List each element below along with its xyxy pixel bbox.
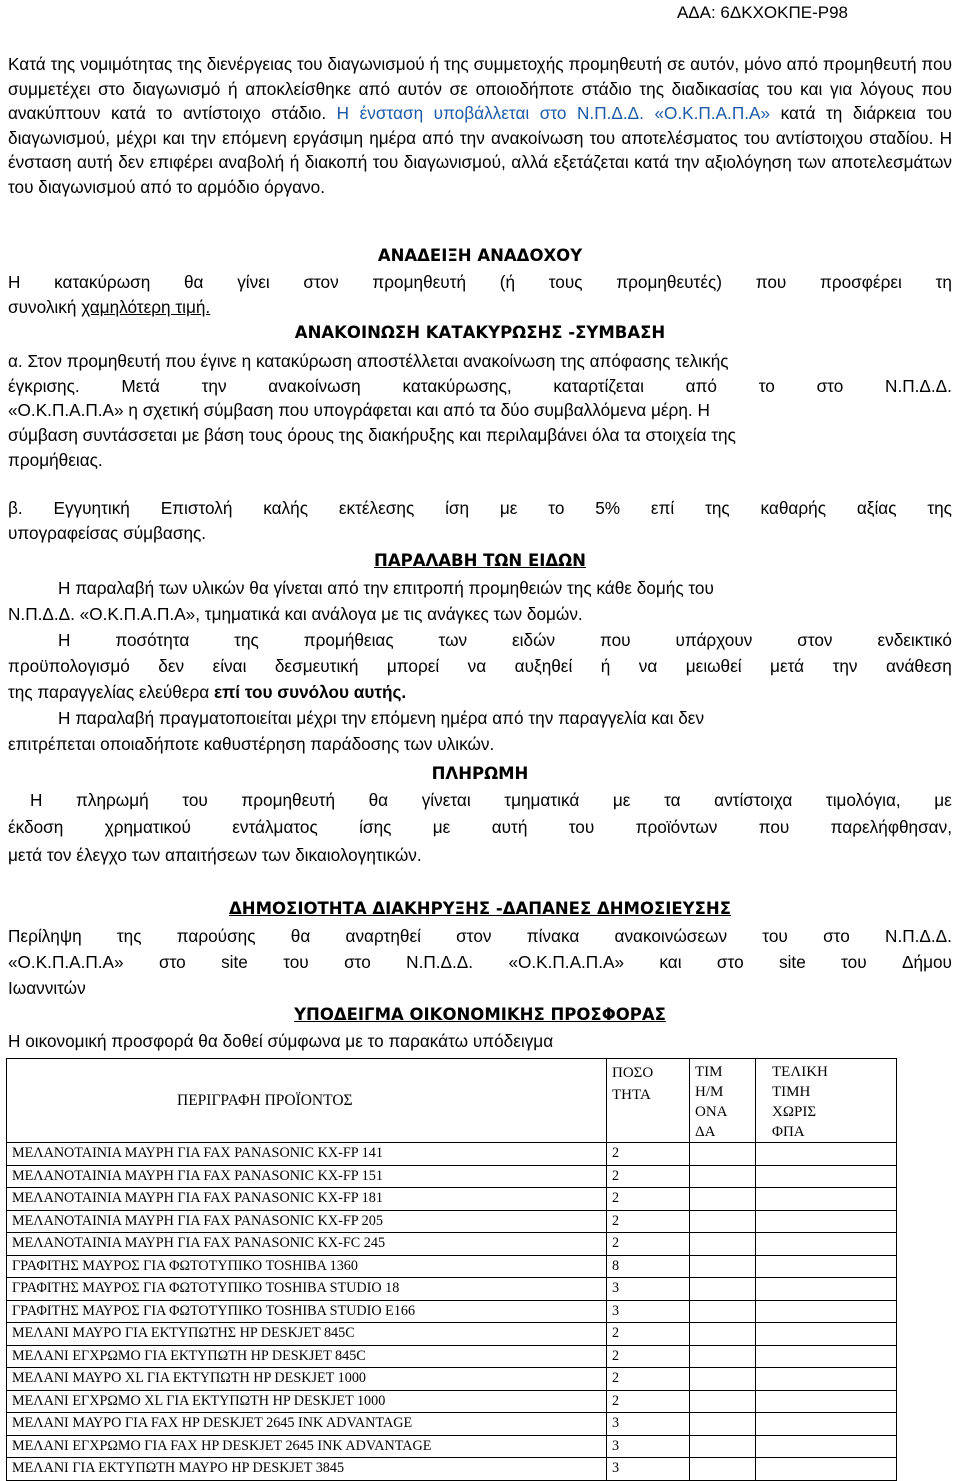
receipt-p2-line-1 xyxy=(58,630,952,651)
word: μειωθεί xyxy=(685,656,742,676)
notice-a-line-5: προμήθειας. xyxy=(8,450,103,470)
word: της xyxy=(705,498,730,518)
table-row xyxy=(7,1255,897,1278)
row-unit-price xyxy=(690,1390,756,1413)
word: Η xyxy=(30,790,43,810)
header-unit-price-line: Η/Μ xyxy=(695,1084,724,1100)
word: μετά xyxy=(770,656,805,676)
row-total xyxy=(756,1323,897,1346)
word: «Ο.Κ.Π.Α.Π.Α» xyxy=(508,952,625,972)
notice-a-line-4: σύμβαση συντάσσεται με βάση τους όρους της διακήρυξης και περιλαμβάνει όλα τα στοιχεία της xyxy=(8,425,736,445)
header-unit-price xyxy=(690,1059,756,1143)
word: Περίληψη xyxy=(8,926,82,946)
row-quantity: 2 xyxy=(607,1390,690,1413)
word: site xyxy=(221,952,248,972)
table-header-row xyxy=(7,1059,897,1143)
word: της xyxy=(927,498,952,518)
header-unit-price-line: ΟΝΑ xyxy=(695,1104,728,1120)
word: ποσότητα xyxy=(115,630,190,650)
row-description: ΜΕΛΑΝΟΤΑΙΝΙΑ ΜΑΥΡΗ ΓΙΑ FAX PANASONIC KX-FC 245 xyxy=(7,1233,607,1256)
table-row xyxy=(7,1435,897,1458)
word: κατακύρωσης, xyxy=(402,376,512,396)
objection-paragraph xyxy=(8,52,952,199)
word: Επιστολή xyxy=(160,498,233,518)
row-total xyxy=(756,1143,897,1166)
word: εντάλματος xyxy=(232,817,318,837)
word: Μετά xyxy=(121,376,160,396)
word: του xyxy=(182,790,208,810)
receipt-p3-line-1: Η παραλαβή πραγματοποιείται μέχρι την επόμενη ημέρα από την παραγγελία και δεν xyxy=(58,708,705,728)
row-description: ΜΕΛΑΝΙ ΕΓΧΡΩΜΟ XL ΓΙΑ ΕΚΤΥΠΩΤΗ HP DESKJET 1000 xyxy=(7,1390,607,1413)
word: στο xyxy=(344,952,371,972)
row-quantity: 2 xyxy=(607,1345,690,1368)
notice-b-line-2: υπογραφείσας σύμβασης. xyxy=(8,523,207,543)
word: ίσης xyxy=(359,817,392,837)
word: που xyxy=(758,817,790,837)
offer-table xyxy=(6,1058,897,1481)
word: θα xyxy=(184,272,204,292)
word: πληρωμή xyxy=(76,790,149,810)
table-row xyxy=(7,1188,897,1211)
word: β. xyxy=(8,498,23,518)
row-description: ΜΕΛΑΝΙ ΓΙΑ ΕΚΤΥΠΩΤΗ ΜΑΥΡΟ HP DESKJET 3845 xyxy=(7,1458,607,1481)
table-row xyxy=(7,1413,897,1436)
header-total xyxy=(756,1059,897,1143)
receipt-p1-line-1: Η παραλαβή των υλικών θα γίνεται από την επιτροπή προμηθειών της κάθε δομής του xyxy=(58,578,714,598)
row-quantity: 2 xyxy=(607,1323,690,1346)
row-total xyxy=(756,1435,897,1458)
receipt-p2-line-3-text: της παραγγελίας ελεύθερα xyxy=(8,682,214,702)
row-unit-price xyxy=(690,1233,756,1256)
word: την xyxy=(201,376,227,396)
word: του xyxy=(762,926,788,946)
document-code: ΑΔΑ: 6ΔΚΧΟΚΠΕ-Ρ98 xyxy=(676,3,848,22)
payment-line-1 xyxy=(30,790,952,811)
payment-heading: ΠΛΗΡΩΜΗ xyxy=(431,764,529,783)
word: τους xyxy=(548,272,583,292)
word: την xyxy=(832,656,858,676)
word: με xyxy=(934,790,952,810)
receipt-p2-line-2 xyxy=(8,656,952,677)
word: στο xyxy=(823,926,850,946)
table-row xyxy=(7,1345,897,1368)
word: εκτέλεσης xyxy=(338,498,415,518)
table-row xyxy=(7,1390,897,1413)
row-unit-price xyxy=(690,1300,756,1323)
table-row xyxy=(7,1233,897,1256)
word: στον xyxy=(303,272,339,292)
word: του xyxy=(568,817,595,837)
word: ανακοινώσεων xyxy=(614,926,728,946)
receipt-heading: ΠΑΡΑΛΑΒΗ ΤΩΝ ΕΙΔΩΝ xyxy=(374,551,586,570)
word: Ν.Π.Δ.Δ. xyxy=(406,952,474,972)
row-unit-price xyxy=(690,1143,756,1166)
row-description: ΜΕΛΑΝΟΤΑΙΝΙΑ ΜΑΥΡΗ ΓΙΑ FAX PANASONIC KX-FP 205 xyxy=(7,1210,607,1233)
row-total xyxy=(756,1345,897,1368)
word: καθαρής xyxy=(760,498,826,518)
table-body xyxy=(7,1143,897,1481)
header-description: ΠΕΡΙΓΡΑΦΗ ΠΡΟΪΟΝΤΟΣ xyxy=(7,1059,607,1143)
word: 5% xyxy=(595,498,621,518)
word: Η xyxy=(8,272,21,292)
word: αυξηθεί xyxy=(514,656,573,676)
word: προϊόντων xyxy=(635,817,718,837)
word: προμηθευτή xyxy=(372,272,467,292)
row-quantity: 2 xyxy=(607,1143,690,1166)
header-quantity-line: ΠΟΣΟ xyxy=(612,1065,654,1081)
award-heading: ΑΝΑΔΕΙΞΗ ΑΝΑΔΟΧΟΥ xyxy=(377,246,583,265)
row-quantity: 2 xyxy=(607,1210,690,1233)
row-quantity: 2 xyxy=(607,1368,690,1391)
whole-quantity-text: επί του συνόλου αυτής. xyxy=(213,682,407,702)
word: Ν.Π.Δ.Δ. xyxy=(885,376,952,396)
table-row xyxy=(7,1165,897,1188)
word: του xyxy=(841,952,867,972)
row-description: ΜΕΛΑΝΙ ΜΑΥΡΟ ΓΙΑ ΕΚΤΥΠΩΤΗΣ HP DESKJET 845C xyxy=(7,1323,607,1346)
word: Εγγυητική xyxy=(53,498,130,518)
word: Ν.Π.Δ.Δ. xyxy=(885,926,952,946)
word: αξίας xyxy=(856,498,897,518)
table-row xyxy=(7,1323,897,1346)
header-quantity xyxy=(607,1059,690,1143)
word: θα xyxy=(290,926,311,946)
word: θα xyxy=(368,790,389,810)
row-description: ΜΕΛΑΝΙ ΜΑΥΡΟ ΓΙΑ FAX HP DESKJET 2645 INK ADVANTAGE xyxy=(7,1413,607,1436)
word: με xyxy=(612,790,631,810)
row-total xyxy=(756,1413,897,1436)
receipt-p1-line-2: Ν.Π.Δ.Δ. «Ο.Κ.Π.Α.Π.Α», τμηματικά και ανάλογα με τις ανάγκες των δομών. xyxy=(8,604,583,624)
word: του xyxy=(283,952,309,972)
word: μπορεί xyxy=(386,656,440,676)
header-unit-price-line: ΤΙΜ xyxy=(695,1064,723,1080)
word: αυτή xyxy=(491,817,528,837)
row-quantity: 2 xyxy=(607,1165,690,1188)
word: site xyxy=(779,952,806,972)
row-total xyxy=(756,1210,897,1233)
row-unit-price xyxy=(690,1345,756,1368)
notice-b-line-1 xyxy=(8,498,952,519)
payment-line-3: μετά τον έλεγχο των απαιτήσεων των δικαιολογητικών. xyxy=(8,845,422,865)
word: τιμολόγια, xyxy=(825,790,901,810)
word: ή xyxy=(600,656,611,676)
row-unit-price xyxy=(690,1210,756,1233)
word: προμηθευτή xyxy=(241,790,336,810)
word: παρελήφθησαν, xyxy=(830,817,952,837)
word: χρηματικού xyxy=(104,817,191,837)
word: αντίστοιχα xyxy=(714,790,793,810)
row-description: ΜΕΛΑΝΙ ΜΑΥΡΟ XL ΓΙΑ ΕΚΤΥΠΩΤΗ HP DESKJET 1000 xyxy=(7,1368,607,1391)
word: ειδών xyxy=(512,630,556,650)
publicity-line-3: Ιωαννιτών xyxy=(8,978,86,998)
word: και xyxy=(659,952,682,972)
word: είναι xyxy=(212,656,247,676)
row-total xyxy=(756,1233,897,1256)
word: επί xyxy=(650,498,675,518)
award-line-1 xyxy=(8,272,952,293)
row-total xyxy=(756,1255,897,1278)
word: προμηθευτές) xyxy=(616,272,722,292)
offer-intro: Η οικονομική προσφορά θα δοθεί σύμφωνα με το παρακάτω υπόδειγμα xyxy=(8,1031,554,1051)
word: της xyxy=(116,926,142,946)
row-description: ΜΕΛΑΝΙ ΕΓΧΡΩΜΟ ΓΙΑ ΕΚΤΥΠΩΤΗ HP DESKJET 845C xyxy=(7,1345,607,1368)
row-quantity: 2 xyxy=(607,1188,690,1211)
word: (ή xyxy=(499,272,516,292)
word: έκδοση xyxy=(8,817,64,837)
header-quantity-line: ΤΗΤΑ xyxy=(612,1087,651,1103)
header-total-line: ΤΙΜΗ xyxy=(772,1084,811,1100)
word: στο xyxy=(716,952,744,972)
row-quantity: 3 xyxy=(607,1278,690,1301)
award-line-2 xyxy=(8,297,952,318)
row-unit-price xyxy=(690,1255,756,1278)
word: τα xyxy=(664,790,681,810)
row-unit-price xyxy=(690,1413,756,1436)
word: ανάθεση xyxy=(885,656,952,676)
lowest-price-text: χαμηλότερη τιμή. xyxy=(81,297,211,317)
publicity-heading: ΔΗΜΟΣΙΟΤΗΤΑ ΔΙΑΚΗΡΥΞΗΣ -ΔΑΠΑΝΕΣ ΔΗΜΟΣΙΕΥΣΗΣ xyxy=(229,899,731,918)
word: στο xyxy=(158,952,186,972)
word: πίνακα xyxy=(526,926,580,946)
receipt-p3-line-2: επιτρέπεται οποιαδήποτε καθυστέρηση παράδοσης των υλικών. xyxy=(8,734,495,754)
row-description: ΜΕΛΑΝΟΤΑΙΝΙΑ ΜΑΥΡΗ ΓΙΑ FAX PANASONIC KX-FP 141 xyxy=(7,1143,607,1166)
row-total xyxy=(756,1278,897,1301)
word: γίνει xyxy=(237,272,270,292)
word: των xyxy=(438,630,468,650)
row-total xyxy=(756,1300,897,1323)
header-total-line: ΧΩΡΙΣ xyxy=(772,1104,817,1120)
word: προσφέρει xyxy=(819,272,902,292)
row-unit-price xyxy=(690,1165,756,1188)
receipt-p2-line-3 xyxy=(8,682,952,703)
header-total-line: ΤΕΛΙΚΗ xyxy=(772,1064,828,1080)
row-unit-price xyxy=(690,1323,756,1346)
row-total xyxy=(756,1188,897,1211)
word: στον xyxy=(797,630,833,650)
word: να xyxy=(638,656,658,676)
word: της xyxy=(234,630,259,650)
row-quantity: 3 xyxy=(607,1413,690,1436)
notice-a-line-2 xyxy=(8,376,952,397)
word: τμηματικά xyxy=(504,790,580,810)
word: τη xyxy=(935,272,952,292)
objection-text-1: Κατά της νομιμότητας της διενέργειας του διαγωνισμού ή της συμμετοχής προμηθευτή σε αυτόν, μόνο από προμηθευτή που συμμετέχει στο διαγωνισμό ή αποκλείσθηκε από αυτόν σε οποιοδήποτε στάδιο της διαδικασίας του και για λόγους που ανακύπτουν κατά το αντίστοιχο στάδιο. xyxy=(8,54,952,123)
table-row xyxy=(7,1300,897,1323)
word: που xyxy=(755,272,787,292)
row-description: ΓΡΑΦΙΤΗΣ ΜΑΥΡΟΣ ΓΙΑ ΦΩΤΟΤΥΠΙΚΟ TOSHIBA STUDIO E166 xyxy=(7,1300,607,1323)
table-row xyxy=(7,1143,897,1166)
word: υπάρχουν xyxy=(675,630,753,650)
word: καταρτίζεται xyxy=(553,376,644,396)
row-quantity: 2 xyxy=(607,1233,690,1256)
row-description: ΜΕΛΑΝΙ ΕΓΧΡΩΜΟ ΓΙΑ FAX HP DESKJET 2645 INK ADVANTAGE xyxy=(7,1435,607,1458)
header-total-line: ΦΠΑ xyxy=(772,1124,805,1140)
objection-text-3: κατά τη διάρκεια του διαγωνισμού, μέχρι και την επόμενη εργάσιμη ημέρα από την ανακοίνωση του αποτελέσματος του αντίστοιχου σταδίου. Η ένσταση αυτή δεν επιφέρει αναβολή ή διακοπή του διαγωνισμού, αλλά εξετάζεται κατά την αξιολόγηση των αποτελεσμάτων του διαγωνισμού από το αρμόδιο όργανο. xyxy=(8,103,952,197)
table-row xyxy=(7,1210,897,1233)
word: αναρτηθεί xyxy=(345,926,421,946)
row-unit-price xyxy=(690,1435,756,1458)
word: δεσμευτική xyxy=(274,656,359,676)
word: δεν xyxy=(158,656,185,676)
row-quantity: 3 xyxy=(607,1458,690,1481)
word: στο xyxy=(816,376,844,396)
word: προϋπολογισμό xyxy=(8,656,130,676)
payment-line-2 xyxy=(8,817,952,838)
award-line-2-text: συνολική xyxy=(8,297,82,317)
word: ίση xyxy=(445,498,470,518)
word: με xyxy=(432,817,451,837)
header-unit-price-line: ΔΑ xyxy=(695,1124,716,1140)
row-unit-price xyxy=(690,1368,756,1391)
row-description: ΜΕΛΑΝΟΤΑΙΝΙΑ ΜΑΥΡΗ ΓΙΑ FAX PANASONIC KX-FP 151 xyxy=(7,1165,607,1188)
word: που xyxy=(599,630,631,650)
row-unit-price xyxy=(690,1278,756,1301)
row-total xyxy=(756,1368,897,1391)
word: από xyxy=(685,376,717,396)
word: γίνεται xyxy=(421,790,471,810)
word: έγκρισης. xyxy=(8,376,80,396)
row-total xyxy=(756,1390,897,1413)
word: ανακοίνωση xyxy=(268,376,361,396)
row-quantity: 3 xyxy=(607,1300,690,1323)
table-row xyxy=(7,1368,897,1391)
word: προμήθειας xyxy=(303,630,394,650)
word: παρούσης xyxy=(176,926,256,946)
word: Δήμου xyxy=(902,952,952,972)
notice-a-line-3: «Ο.Κ.Π.Α.Π.Α» η σχετική σύμβαση που υπογράφεται και από τα δύο συμβαλλόμενα μέρη. Η xyxy=(8,400,710,420)
row-quantity: 8 xyxy=(607,1255,690,1278)
row-description: ΜΕΛΑΝΟΤΑΙΝΙΑ ΜΑΥΡΗ ΓΙΑ FAX PANASONIC KX-FP 181 xyxy=(7,1188,607,1211)
word: να xyxy=(467,656,487,676)
word: στον xyxy=(456,926,492,946)
word: Η xyxy=(58,630,71,650)
word: το xyxy=(548,498,565,518)
row-description: ΓΡΑΦΙΤΗΣ ΜΑΥΡΟΣ ΓΙΑ ΦΩΤΟΤΥΠΙΚΟ TOSHIBA STUDIO 18 xyxy=(7,1278,607,1301)
word: με xyxy=(499,498,518,518)
row-description: ΓΡΑΦΙΤΗΣ ΜΑΥΡΟΣ ΓΙΑ ΦΩΤΟΤΥΠΙΚΟ TOSHIBA 1360 xyxy=(7,1255,607,1278)
word: ενδεικτικό xyxy=(877,630,952,650)
table-row xyxy=(7,1278,897,1301)
publicity-line-2 xyxy=(8,952,952,973)
row-quantity: 3 xyxy=(607,1435,690,1458)
notice-heading: ΑΝΑΚΟΙΝΩΣΗ ΚΑΤΑΚΥΡΩΣΗΣ -ΣΥΜΒΑΣΗ xyxy=(294,323,666,342)
objection-text-2: Η ένσταση υποβάλλεται στο Ν.Π.Δ.Δ. «Ο.Κ.Π.Α.Π.Α» xyxy=(336,103,771,123)
row-unit-price xyxy=(690,1188,756,1211)
row-total xyxy=(756,1165,897,1188)
word: καλής xyxy=(263,498,308,518)
word: το xyxy=(758,376,775,396)
word: «Ο.Κ.Π.Α.Π.Α» xyxy=(8,952,124,972)
publicity-line-1 xyxy=(8,926,952,947)
offer-heading: ΥΠΟΔΕΙΓΜΑ ΟΙΚΟΝΟΜΙΚΗΣ ΠΡΟΣΦΟΡΑΣ xyxy=(294,1005,666,1024)
word: κατακύρωση xyxy=(54,272,151,292)
notice-a-line-1: α. Στον προμηθευτή που έγινε η κατακύρωση αποστέλλεται ανακοίνωση της απόφασης τελικής xyxy=(8,351,729,371)
